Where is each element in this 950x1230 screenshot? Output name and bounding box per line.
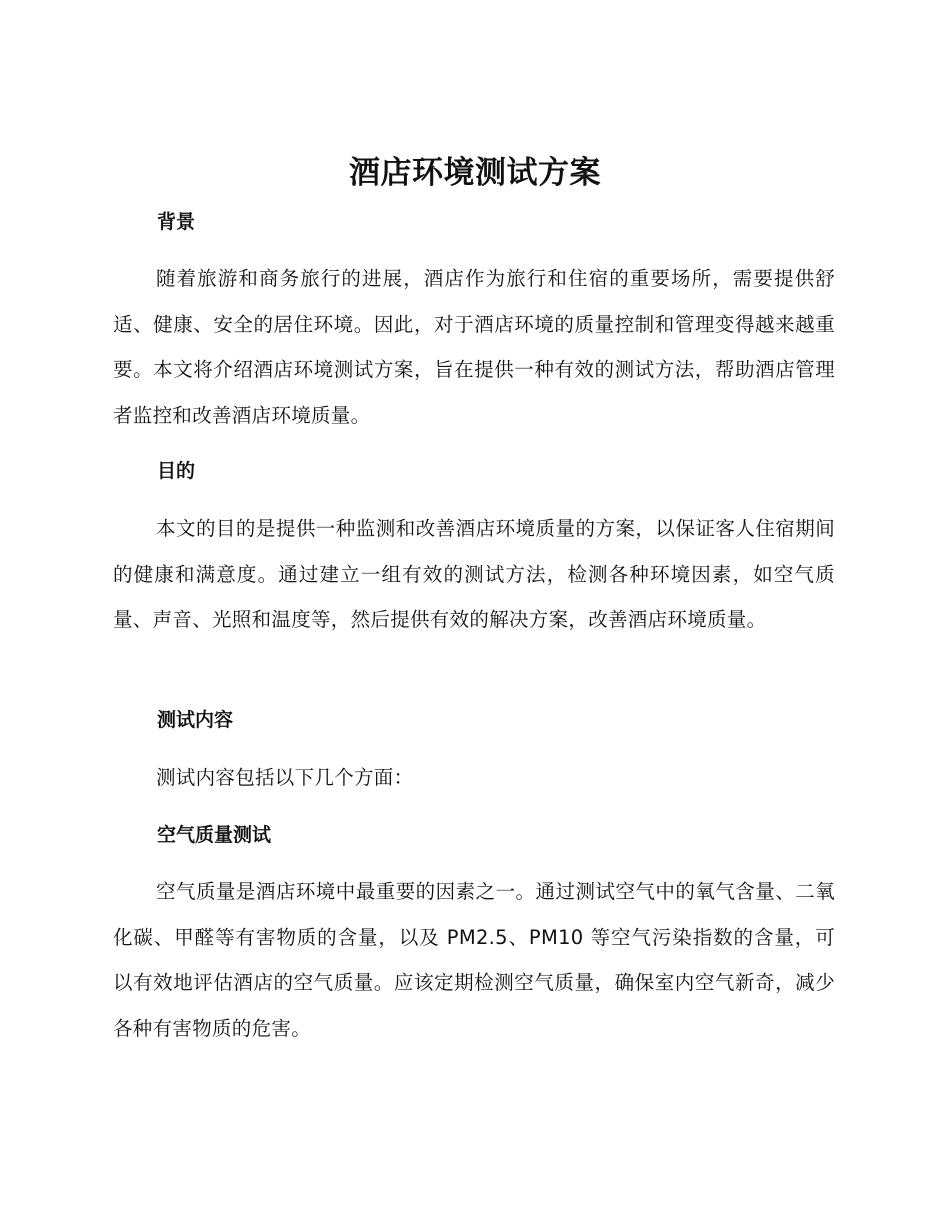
section-paragraph-background: 随着旅游和商务旅行的进展，酒店作为旅行和住宿的重要场所，需要提供舒适、健康、安全的居住环境。因此，对于酒店环境的质量控制和管理变得越来越重要。本文将介绍酒店环境测试方案，旨在提供一种有效的测试方法，帮助酒店管理者监控和改善酒店环境质量。	[113, 267, 835, 427]
section-heading-test-content: 测试内容	[157, 709, 234, 731]
section-paragraph-air-quality: 空气质量是酒店环境中最重要的因素之一。通过测试空气中的氧气含量、二氧化碳、甲醛等有害物质的含量，以及 PM2.5、PM10 等空气污染指数的含量，可以有效地评估酒店的空气质量。应该定期检测空气质量，确保室内空气新奇，减少各种有害物质的危害。	[113, 880, 835, 1040]
section-paragraph-test-content: 测试内容包括以下几个方面：	[156, 766, 414, 789]
section-heading-purpose: 目的	[157, 460, 196, 482]
document-title: 酒店环境测试方案	[349, 155, 601, 191]
section-paragraph-purpose: 本文的目的是提供一种监测和改善酒店环境质量的方案，以保证客人住宿期间的健康和满意度。通过建立一组有效的测试方法，检测各种环境因素，如空气质量、声音、光照和温度等，然后提供有效的解决方案，改善酒店环境质量。	[113, 517, 835, 631]
section-heading-air-quality: 空气质量测试	[157, 824, 272, 846]
section-heading-background: 背景	[157, 211, 196, 233]
